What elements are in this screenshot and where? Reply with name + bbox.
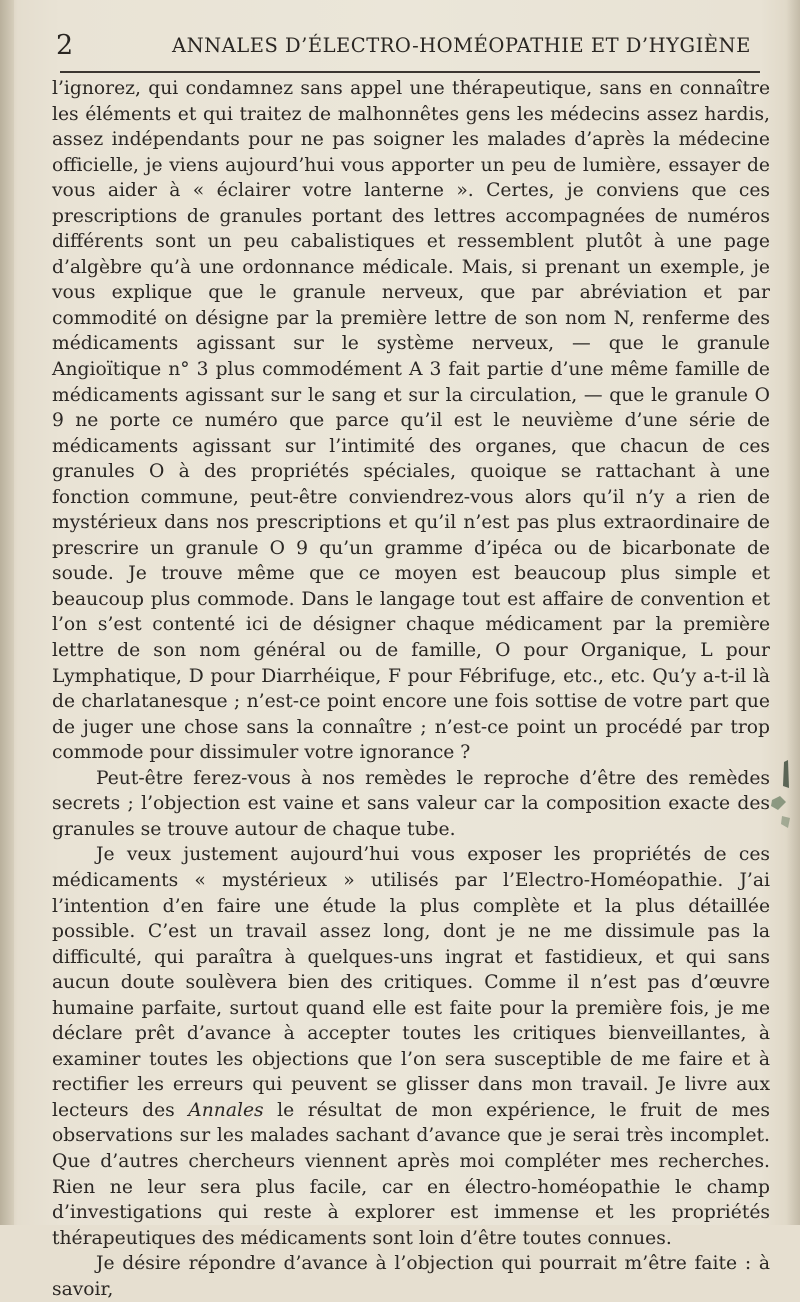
page-right-edge: [786, 0, 800, 1225]
paragraph: [52, 766, 770, 843]
body-text: [52, 76, 770, 1302]
paragraph: [52, 1251, 770, 1302]
page-binding-edge: [0, 0, 14, 1225]
header-rule: [60, 71, 760, 73]
italic-text: Annales: [188, 1099, 264, 1121]
ink-smudge-mark: [766, 758, 792, 838]
page-header: [56, 30, 756, 66]
paragraph-text: Je désire répondre d’avance à l’objection qui pourrait m’être faite : à savoir,: [52, 1253, 770, 1300]
paragraph-text: l’ignorez, qui condamnez sans appel une thérapeutique, sans en connaître les éléments et qui traitez de malhonnêtes gens les médecins assez hardis, assez indépendants pour ne pas soigner les malades d’après la médecine officielle, je viens aujourd’hui vous apporter un peu de lumière, essayer de vous aider à « éclairer votre lanterne ». Certes, je conviens que ces prescriptions de granules portant des lettres accompagnées de numéros différents sont un peu cabalistiques et ressemblent plutôt à une page d’algèbre qu’à une ordonnance médicale. Mais, si prenant un exemple, je vous explique que le granule nerveux, que par abréviation et par commodité on désigne par la première lettre de son nom N, renferme des médicaments agissant sur le système nerveux, — que le granule Angioïtique n° 3 plus commodément A 3 fait partie d’une même famille de médicaments agissant sur le sang et sur la circulation, — que le granule O 9 ne porte ce numéro que parce qu’il est le neuvième d’une série de médicaments agissant sur l’intimité des organes, que chacun de ces granules O à des propriétés spéciales, quoique se rattachant à une fonction commune, peut-être conviendrez-vous alors qu’il n’y a rien de mystérieux dans nos prescriptions et qu’il n’est pas plus extraordinaire de prescrire un granule O 9 qu’un gramme d’ipéca ou de bicarbonate de soude. Je trouve même que ce moyen est beaucoup plus simple et beaucoup plus commode. Dans le langage tout est affaire de convention et l’on s’est contenté ici de désigner chaque médicament par la première lettre de son nom général ou de famille, O pour Organique, L pour Lymphatique, D pour Diarrhéique, F pour Fébrifuge, etc., etc. Qu’y a-t-il là de charlatanesque ; n’est-ce point encore une fois sottise de votre part que de juger une chose sans la connaître ; n’est-ce point un procédé par trop commode pour dissimuler votre ignorance ?: [52, 78, 770, 764]
running-title: ANNALES D’ÉLECTRO-HOMÉOPATHIE ET D’HYGIÈNE: [172, 34, 751, 57]
paragraph: [52, 76, 770, 766]
paragraph-text: le résultat de mon expérience, le fruit de mes observations sur les malades sachant d’avance que je serai très incomplet. Que d’autres chercheurs viennent après moi compléter mes recherches. Rien ne leur sera plus facile, car en électro-homéopathie le champ d’investigations qui reste à explorer est immense et les propriétés thérapeutiques des médicaments sont loin d’être toutes connues.: [52, 1099, 770, 1249]
page-number: 2: [56, 30, 74, 61]
paragraph-text: Je veux justement aujourd’hui vous exposer les propriétés de ces médicaments « mystérieux » utilisés par l’Electro-Homéopathie. J’ai l’intention d’en faire une étude la plus complète et la plus détaillée possible. C’est un travail assez long, dont je ne me dissimule pas la difficulté, qui paraîtra à quelques-uns ingrat et fastidieux, et qui sans aucun doute soulèvera bien des critiques. Comme il n’est pas d’œuvre humaine parfaite, surtout quand elle est faite pour la première fois, je me déclare prêt d’avance à accepter toutes les critiques bienveillantes, à examiner toutes les objections que l’on sera susceptible de me faire et à rectifier les erreurs qui peuvent se glisser dans mon travail. Je livre aux lecteurs des: [52, 844, 770, 1121]
paragraph: [52, 842, 770, 1251]
paragraph-text: Peut-être ferez-vous à nos remèdes le reproche d’être des remèdes secrets ; l’objection est vaine et sans valeur car la composition exacte des granules se trouve autour de chaque tube.: [52, 767, 770, 840]
